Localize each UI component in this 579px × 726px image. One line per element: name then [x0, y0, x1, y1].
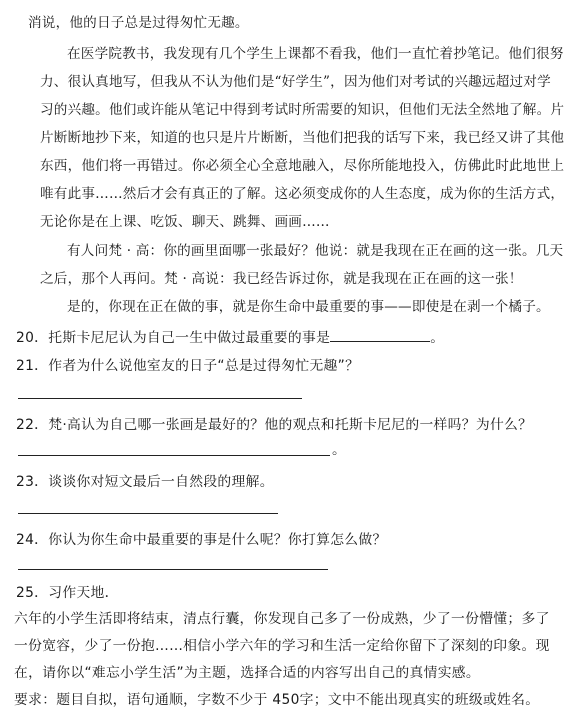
writing-line: 一份宽容，少了一份抱……相信小学六年的学习和生活一定给你留下了深刻的印象。现 [14, 638, 550, 654]
passage-line: 习的兴趣。他们或许能从笔记中得到考试时所需要的知识，但他们无法全然地了解。片 [40, 102, 565, 118]
passage-line: 是的，你现在正在做的事，就是你生命中最重要的事——即使是在剥一个橘子。 [67, 299, 550, 315]
passage-line: 无论你是在上课、吃饭、聊天、跳舞、画画…… [40, 214, 330, 230]
passage-line: 片断断地抄下来，知道的也只是片片断断，当他们把我的话写下来，我已经又讲了其他 [40, 130, 565, 146]
passage-line: 力、很认真地写，但我从不认为他们是“好学生”，因为他们对考试的兴趣远超过对学 [40, 74, 551, 90]
question-20 [16, 327, 444, 348]
question-22: 22．梵·高认为自己哪一张画是最好的？他的观点和托斯卡尼尼的一样吗？为什么？ [16, 417, 533, 433]
passage-line: 唯有此事……然后才会有真正的了解。这必须变成你的人生态度，成为你的生活方式， [40, 186, 565, 202]
answer-line-21[interactable] [18, 398, 302, 399]
passage-line: 东西，他们将一再错过。你必须全心全意地融入，尽你所能地投入，仿佛此时此地世上 [40, 158, 565, 174]
question-21: 21．作者为什么说他室友的日子“总是过得匆忙无趣”？ [16, 358, 360, 374]
answer-blank-20[interactable] [330, 327, 430, 342]
answer-line-23[interactable] [18, 513, 278, 514]
writing-line: 六年的小学生活即将结束，清点行囊，你发现自己多了一份成熟，少了一份懵懂；多了 [14, 611, 550, 627]
answer-line-22[interactable] [18, 455, 330, 456]
writing-line: 要求：题目自拟，语句通顺，字数不少于 450字；文中不能出现真实的班级或姓名。 [14, 692, 540, 708]
question-22-end: 。 [332, 442, 347, 458]
question-25: 25．习作天地． [16, 585, 119, 601]
writing-line: 在，请你以“难忘小学生活”为主题，选择合适的内容写出自己的真情实感。 [14, 665, 480, 681]
passage-line: 之后，那个人再问。梵 · 高说：我已经告诉过你，就是我现在正在画的这一张！ [40, 271, 523, 287]
question-20-end: 。 [430, 330, 445, 346]
answer-line-24[interactable] [18, 569, 328, 570]
question-24: 24．你认为你生命中最重要的事是什么呢？你打算怎么做？ [16, 532, 387, 548]
question-23: 23．谈谈你对短文最后一自然段的理解。 [16, 474, 274, 490]
passage-line: 有人问梵 · 高：你的画里面哪一张最好？他说：就是我现在正在画的这一张。几天 [67, 243, 564, 259]
passage-line: 在医学院教书，我发现有几个学生上课都不看我，他们一直忙着抄笔记。他们很努 [67, 46, 564, 62]
question-20-text: 20．托斯卡尼尼认为自己一生中做过最重要的事是 [16, 330, 331, 346]
passage-line: 消说，他的日子总是过得匆忙无趣。 [28, 15, 249, 31]
